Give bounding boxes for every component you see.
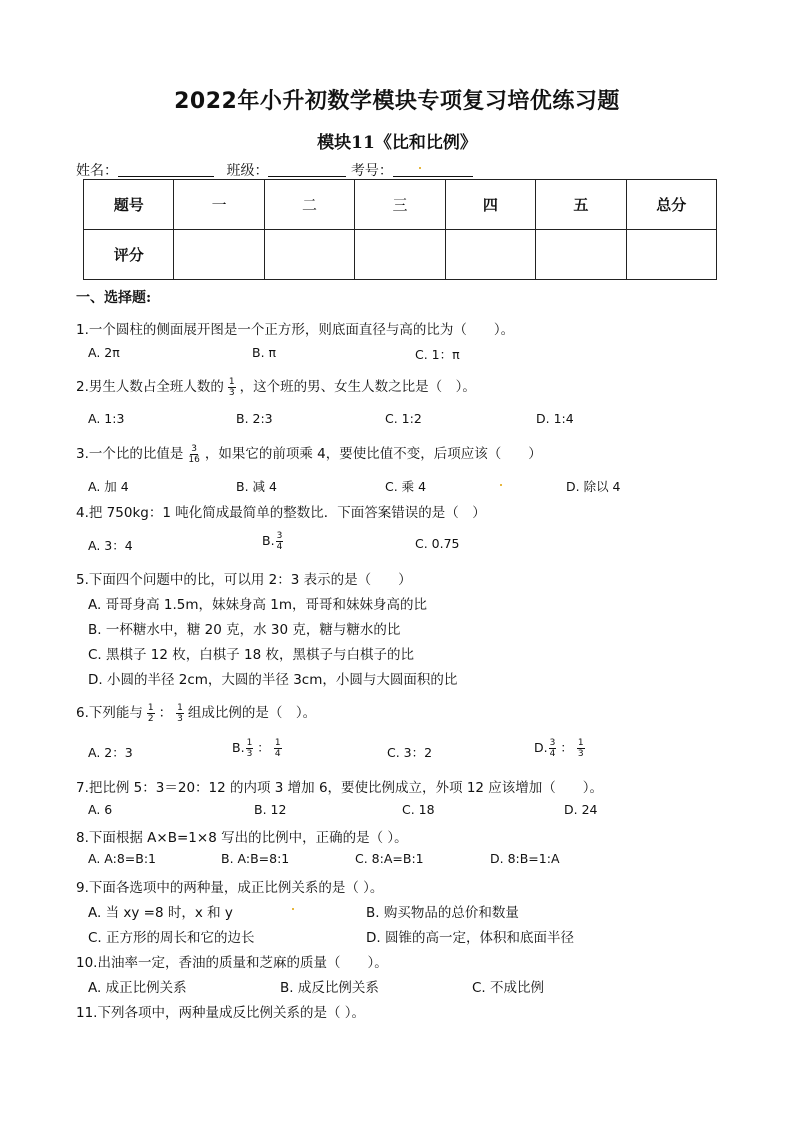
score-input-cell[interactable] xyxy=(536,230,626,280)
q10-option-b[interactable]: B. 成反比例关系 xyxy=(280,980,379,996)
score-cell: 三 xyxy=(355,180,445,230)
q8-option-c[interactable]: C. 8:A=B:1 xyxy=(355,851,424,866)
q5-option-b[interactable]: B. 一杯糖水中，糖 20 克，水 30 克，糖与糖水的比 xyxy=(88,622,401,638)
q8-option-d[interactable]: D. 8:B=1:A xyxy=(490,851,560,866)
q3-option-b[interactable]: B. 减 4 xyxy=(236,479,277,494)
stray-mark xyxy=(419,167,421,169)
name-blank[interactable] xyxy=(118,162,214,177)
score-input-cell[interactable] xyxy=(264,230,354,280)
q3-option-a[interactable]: A. 加 4 xyxy=(88,479,129,494)
q2-option-a[interactable]: A. 1:3 xyxy=(88,411,125,426)
score-cell: 一 xyxy=(174,180,264,230)
student-info-line xyxy=(76,160,473,180)
score-table-score-row xyxy=(84,230,717,280)
stray-mark xyxy=(500,484,502,486)
q3-option-c[interactable]: C. 乘 4 xyxy=(385,479,427,494)
q2-fraction: $\frac{1}{3}$ xyxy=(228,376,235,398)
q4-option-c[interactable]: C. 0.75 xyxy=(415,536,460,551)
q4-option-a[interactable]: A. 3：4 xyxy=(88,538,133,553)
score-row-label: 评分 xyxy=(84,230,174,280)
q9-option-c[interactable]: C. 正方形的周长和它的边长 xyxy=(88,930,255,946)
score-table-header-row xyxy=(84,180,717,230)
q6-option-a[interactable]: A. 2：3 xyxy=(88,745,133,760)
q2-option-d[interactable]: D. 1:4 xyxy=(536,411,574,426)
question-10: 10.出油率一定，香油的质量和芝麻的质量（ ）。 xyxy=(76,955,388,971)
section-heading: 一、选择题: xyxy=(76,290,152,306)
exam-number-label: 考号： xyxy=(350,163,393,179)
q5-option-d[interactable]: D. 小圆的半径 2cm，大圆的半径 3cm，小圆与大圆面积的比 xyxy=(88,672,458,688)
q1-option-c[interactable]: C. 1：π xyxy=(415,347,460,362)
q2-text-pre: 2.男生人数占全班人数的 xyxy=(76,379,224,395)
q8-option-a[interactable]: A. A:8=B:1 xyxy=(88,851,156,866)
page-title: 2022年小升初数学模块专项复习培优练习题 xyxy=(174,89,620,114)
q10-option-a[interactable]: A. 成正比例关系 xyxy=(88,980,187,996)
class-blank[interactable] xyxy=(268,162,346,177)
q4-option-b[interactable]: B. $\frac{3}{4}$ xyxy=(262,531,283,552)
exam-number-blank[interactable] xyxy=(393,162,473,177)
score-input-cell[interactable] xyxy=(445,230,535,280)
q1-option-b[interactable]: B. π xyxy=(252,345,277,360)
score-cell: 总分 xyxy=(626,180,716,230)
q6-option-b[interactable]: B. $\frac{1}{3}$ ： $\frac{1}{4}$ xyxy=(232,738,281,759)
stray-mark xyxy=(292,908,294,910)
score-cell: 二 xyxy=(264,180,354,230)
q9-option-a[interactable]: A. 当 xy =8 时，x 和 y xyxy=(88,905,233,921)
q2-text-post: ，这个班的男、女生人数之比是（ ）。 xyxy=(239,379,476,395)
question-7: 7.把比例 5：3＝20：12 的内项 3 增加 6，要使比例成立，外项 12 应该增加（ ）。 xyxy=(76,780,604,796)
score-input-cell[interactable] xyxy=(626,230,716,280)
score-input-cell[interactable] xyxy=(355,230,445,280)
question-1: 1.一个圆柱的侧面展开图是一个正方形，则底面直径与高的比为（ ）。 xyxy=(76,322,515,338)
q5-option-c[interactable]: C. 黑棋子 12 枚，白棋子 18 枚，黑棋子与白棋子的比 xyxy=(88,647,415,663)
q8-option-b[interactable]: B. A:B=8:1 xyxy=(221,851,290,866)
question-11: 11.下列各项中，两种量成反比例关系的是（ ）。 xyxy=(76,1005,366,1021)
score-cell: 五 xyxy=(536,180,626,230)
q3-text-post: ，如果它的前项乘 4，要使比值不变，后项应该（ ） xyxy=(204,446,542,462)
question-6: 6.下列能与 $\frac{1}{2}$ ： $\frac{1}{3}$ 组成比例的是（ ）。 xyxy=(76,702,317,724)
q1-option-a[interactable]: A. 2π xyxy=(88,345,120,360)
question-3 xyxy=(76,442,542,465)
page-subtitle: 模块11《比和比例》 xyxy=(317,133,477,153)
q3-text-pre: 3.一个比的比值是 xyxy=(76,446,184,462)
question-9: 9.下面各选项中的两种量，成正比例关系的是（ ）。 xyxy=(76,880,384,896)
q2-option-c[interactable]: C. 1:2 xyxy=(385,411,422,426)
q9-option-b[interactable]: B. 购买物品的总价和数量 xyxy=(366,905,519,921)
question-2 xyxy=(76,375,476,398)
name-label: 姓名： xyxy=(76,163,118,179)
q2-option-b[interactable]: B. 2:3 xyxy=(236,411,273,426)
question-4: 4.把 750kg：1 吨化简成最简单的整数比．下面答案错误的是（ ） xyxy=(76,505,486,521)
q3-option-d[interactable]: D. 除以 4 xyxy=(566,479,621,494)
question-5: 5.下面四个问题中的比，可以用 2：3 表示的是（ ） xyxy=(76,572,412,588)
q6-option-c[interactable]: C. 3：2 xyxy=(387,745,433,760)
score-cell: 四 xyxy=(445,180,535,230)
q3-fraction: $\frac{3}{16}$ xyxy=(188,443,200,465)
question-8: 8.下面根据 A×B=1×8 写出的比例中，正确的是（ ）。 xyxy=(76,830,408,846)
q10-option-c[interactable]: C. 不成比例 xyxy=(472,980,545,996)
score-cell: 题号 xyxy=(84,180,174,230)
score-input-cell[interactable] xyxy=(174,230,264,280)
q7-option-d[interactable]: D. 24 xyxy=(564,802,598,817)
q7-option-b[interactable]: B. 12 xyxy=(254,802,287,817)
q6-option-d[interactable]: D. $\frac{3}{4}$ ： $\frac{1}{3}$ xyxy=(534,738,584,759)
q9-option-d[interactable]: D. 圆锥的高一定，体积和底面半径 xyxy=(366,930,574,946)
score-table xyxy=(83,179,717,280)
class-label: 班级： xyxy=(226,163,269,179)
q7-option-c[interactable]: C. 18 xyxy=(402,802,435,817)
q5-option-a[interactable]: A. 哥哥身高 1.5m，妹妹身高 1m，哥哥和妹妹身高的比 xyxy=(88,597,428,613)
q7-option-a[interactable]: A. 6 xyxy=(88,802,113,817)
